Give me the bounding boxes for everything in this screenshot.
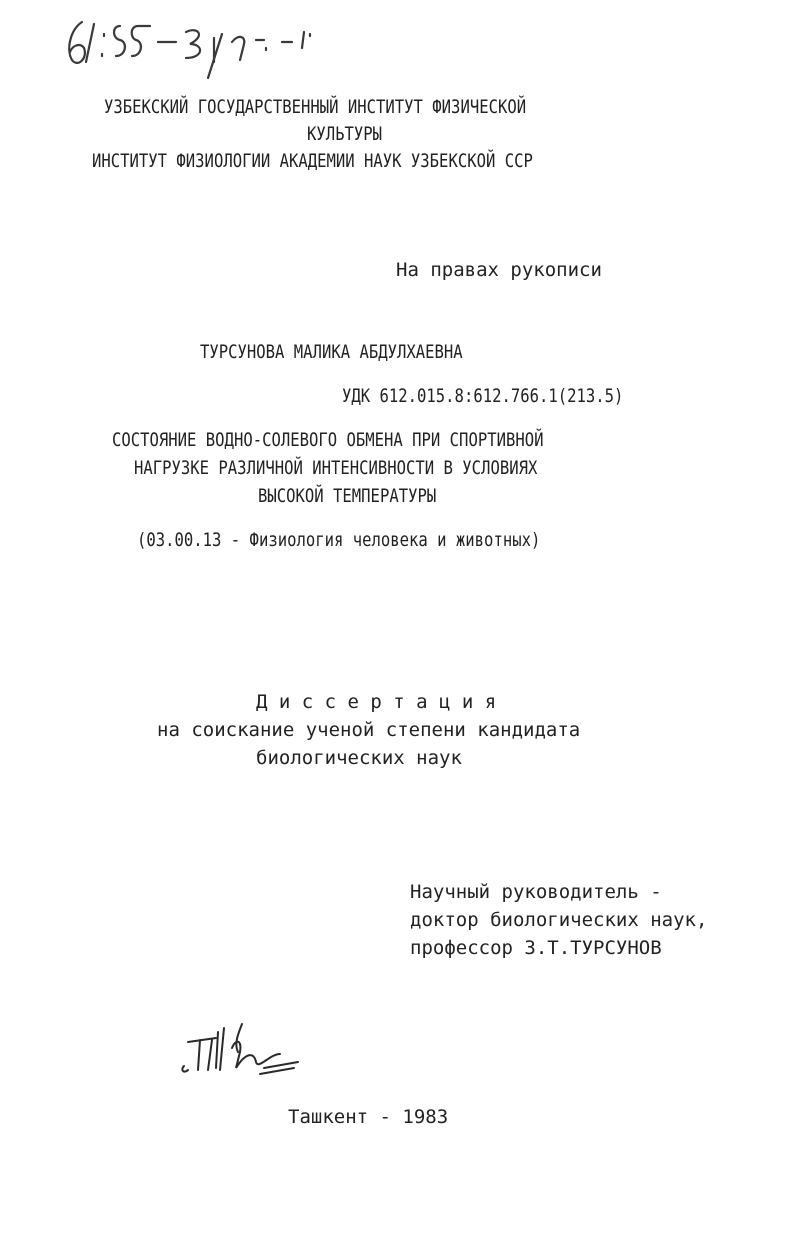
degree-line-2: биологических наук — [256, 747, 462, 769]
author-name: ТУРСУНОВА МАЛИКА АБДУЛХАЕВНА — [200, 341, 463, 363]
degree-line-1: на соискание ученой степени кандидата — [157, 719, 581, 741]
supervisor-line-2: доктор биологических наук, — [410, 909, 708, 931]
udc-code: УДК 612.015.8:612.766.1(213.5) — [342, 385, 624, 407]
institution-line-2: КУЛЬТУРЫ — [307, 123, 383, 145]
place-and-year: Ташкент - 1983 — [288, 1106, 449, 1128]
title-line-1: СОСТОЯНИЕ ВОДНО-СОЛЕВОГО ОБМЕНА ПРИ СПОРТИВНОЙ — [112, 429, 544, 451]
rights-note: На правах рукописи — [396, 259, 602, 281]
handwritten-signature — [180, 1018, 310, 1078]
supervisor-line-1: Научный руководитель - — [410, 881, 662, 903]
title-line-2: НАГРУЗКЕ РАЗЛИЧНОЙ ИНТЕНСИВНОСТИ В УСЛОВИЯХ — [134, 457, 538, 479]
handwritten-archive-mark — [60, 12, 330, 82]
specialty-code: (03.00.13 - Физиология человека и животных) — [137, 529, 541, 551]
title-line-3: ВЫСОКОЙ ТЕМПЕРАТУРЫ — [258, 485, 437, 507]
institution-line-1: УЗБЕКСКИЙ ГОСУДАРСТВЕННЫЙ ИНСТИТУТ ФИЗИЧЕСКОЙ — [104, 96, 527, 118]
institution-line-3: ИНСТИТУТ ФИЗИОЛОГИИ АКАДЕМИИ НАУК УЗБЕКСКОЙ ССР — [92, 150, 533, 172]
degree-heading: Д и с с е р т а ц и я — [256, 691, 497, 713]
supervisor-line-3: профессор З.Т.ТУРСУНОВ — [410, 937, 662, 959]
